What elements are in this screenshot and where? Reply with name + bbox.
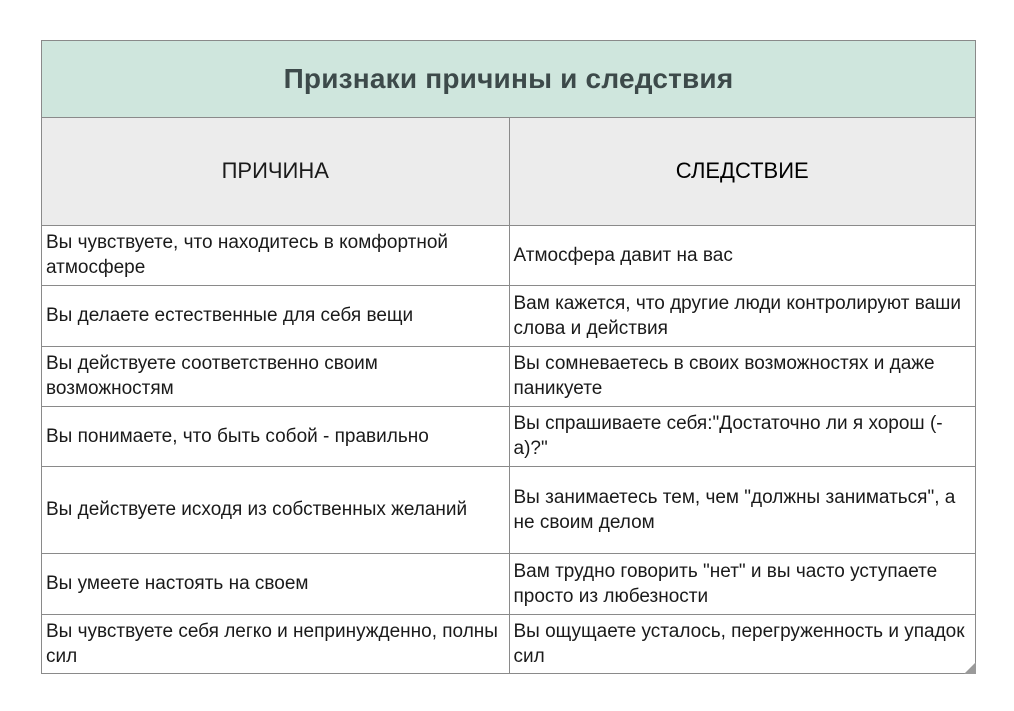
cause-cell: Вы действуете исходя из собственных желаний [42, 466, 509, 553]
cause-cell: Вы умеете настоять на своем [42, 553, 509, 614]
effect-cell: Вам трудно говорить "нет" и вы часто уступаете просто из любезности [509, 553, 975, 614]
effect-cell: Вы спрашиваете себя:"Достаточно ли я хорош (-а)?" [509, 406, 975, 466]
table-row [42, 225, 975, 285]
effect-cell: Вы ощущаете усталось, перегруженность и упадок сил [509, 614, 975, 674]
column-header-cause: ПРИЧИНА [42, 118, 509, 225]
cause-cell: Вы понимаете, что быть собой - правильно [42, 406, 509, 466]
table-row [42, 614, 975, 674]
effect-cell: Атмосфера давит на вас [509, 225, 975, 285]
page-title: Признаки причины и следствия [283, 63, 734, 94]
table-row [42, 466, 975, 553]
cause-cell: Вы делаете естественные для себя вещи [42, 285, 509, 346]
effect-cell: Вы занимаетесь тем, чем "должны заниматься", а не своим делом [509, 466, 975, 553]
effect-cell: Вам кажется, что другие люди контролируют ваши слова и действия [509, 285, 975, 346]
cause-cell: Вы чувствуете себя легко и непринужденно, полны сил [42, 614, 509, 674]
cause-effect-sheet [41, 40, 976, 674]
column-header-effect: СЛЕДСТВИЕ [509, 118, 975, 225]
table-row [42, 285, 975, 346]
table-row [42, 553, 975, 614]
title-bar [42, 41, 975, 118]
cause-effect-table [42, 118, 975, 674]
resize-corner-icon [964, 662, 976, 674]
cause-cell: Вы действуете соответственно своим возможностям [42, 346, 509, 406]
table-row [42, 406, 975, 466]
table-header-row [42, 118, 975, 225]
table-row [42, 346, 975, 406]
effect-cell: Вы сомневаетесь в своих возможностях и даже паникуете [509, 346, 975, 406]
cause-cell: Вы чувствуете, что находитесь в комфортной атмосфере [42, 225, 509, 285]
